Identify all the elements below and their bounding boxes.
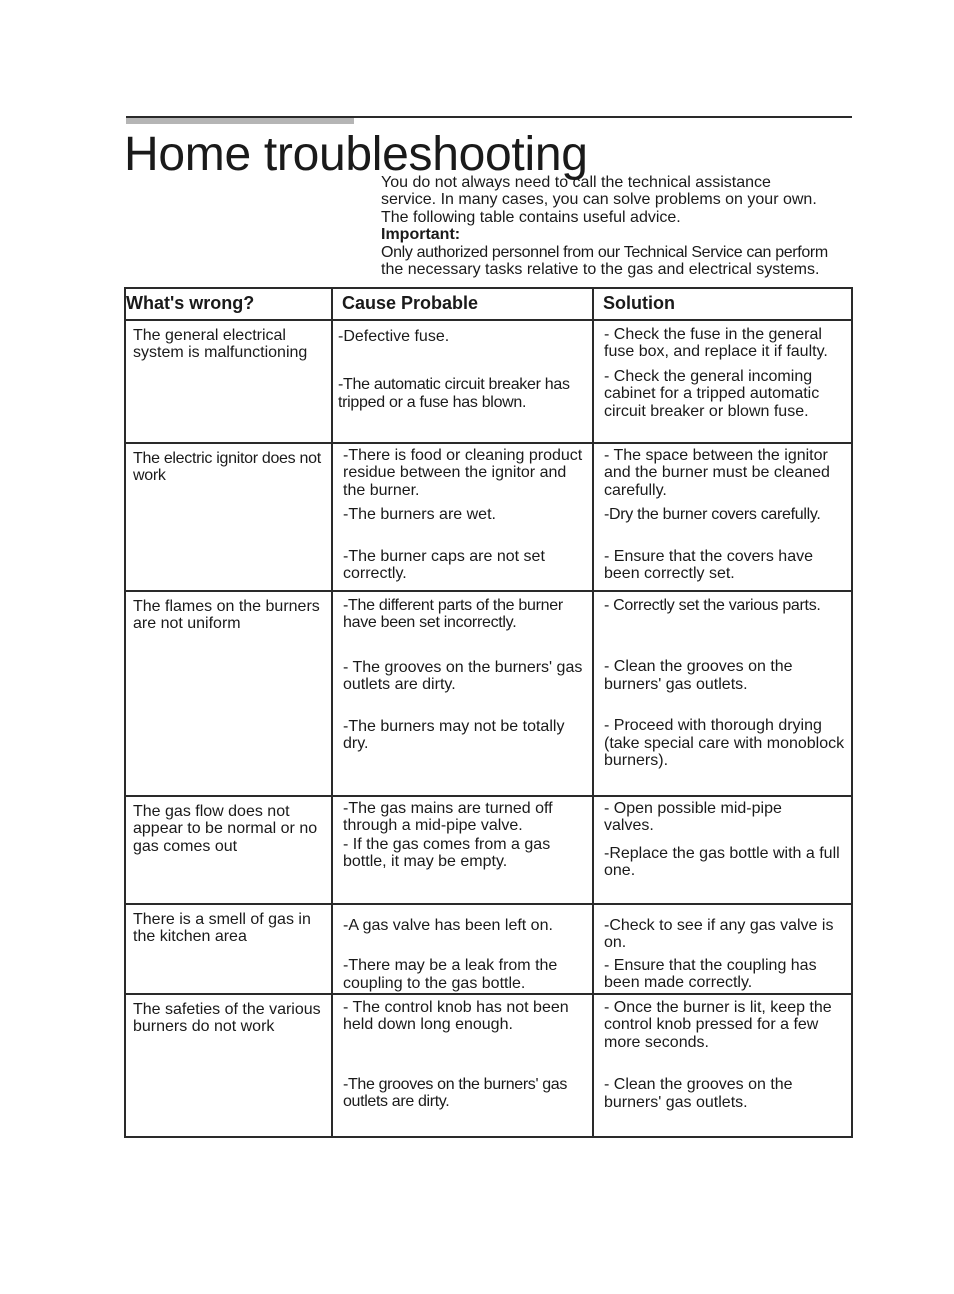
cause-cell (332, 796, 593, 904)
header-whats-wrong: What's wrong? (125, 288, 332, 320)
solution-item: - The space between the ignitor and the burner must be cleaned carefully. (604, 447, 830, 499)
intro-line: the necessary tasks relative to the gas and electrical systems. (381, 261, 820, 279)
solution-cell (593, 591, 852, 796)
intro-line: service. In many cases, you can solve problems on your own. (381, 191, 817, 209)
problem-text: There is a smell of gas in the kitchen area (133, 911, 311, 946)
table-row (125, 591, 852, 796)
table-row (125, 320, 852, 443)
solution-cell (593, 320, 852, 443)
cause-cell (332, 320, 593, 443)
cause-item: -There may be a leak from the coupling to the gas bottle. (343, 957, 558, 992)
cause-item: -Defective fuse. (338, 328, 450, 345)
problem-cell (125, 591, 332, 796)
cause-cell (332, 904, 593, 994)
cause-item: - The grooves on the burners' gas outlets are dirty. (343, 658, 583, 694)
cause-cell (332, 443, 593, 591)
important-label: Important: (381, 226, 461, 244)
intro-line: Only authorized personnel from our Technical Service can perform (381, 243, 828, 261)
solution-cell (593, 443, 852, 591)
solution-item: - Ensure that the coupling has been made correctly. (604, 956, 817, 992)
cause-item: -The burners may not be totally dry. (343, 717, 565, 753)
table-row (125, 994, 852, 1137)
intro-line: The following table contains useful advice. (381, 208, 681, 226)
solution-item: -Dry the burner covers carefully. (604, 506, 821, 524)
cause-item: -The automatic circuit breaker has tripped or a fuse has blown. (338, 376, 570, 411)
cause-item: -There is food or cleaning product residue between the ignitor and the burner. (343, 447, 583, 499)
problem-cell (125, 904, 332, 994)
problem-cell (125, 443, 332, 591)
header-accent-bar (126, 118, 354, 124)
header-cause: Cause Probable (332, 288, 593, 320)
solution-item: - Clean the grooves on the burners' gas outlets. (604, 658, 793, 693)
cause-cell (332, 591, 593, 796)
solution-item: - Clean the grooves on the burners' gas outlets. (604, 1076, 793, 1111)
problem-cell (125, 796, 332, 904)
solution-item: - Check the fuse in the general fuse box, and replace it if faulty. (604, 326, 828, 361)
solution-item: - Proceed with thorough drying (take special care with monoblock burners). (604, 717, 845, 770)
table-row (125, 904, 852, 994)
solution-item: - Ensure that the covers have been correctly set. (604, 547, 813, 583)
table-row (125, 796, 852, 904)
problem-text: The electric ignitor does not work (133, 450, 321, 485)
cause-item: -The gas mains are turned off through a mid-pipe valve. (343, 800, 553, 835)
problem-cell (125, 320, 332, 443)
solution-item: -Replace the gas bottle with a full one. (604, 844, 840, 880)
table-header-row (125, 288, 852, 320)
cause-item: -The burner caps are not set correctly. (343, 547, 545, 583)
solution-item: - Open possible mid-pipe valves. (604, 800, 782, 835)
cause-item: -The different parts of the burner have been set incorrectly. (343, 597, 563, 632)
intro-text (381, 174, 881, 278)
page-title: Home troubleshooting (124, 128, 588, 181)
solution-cell (593, 904, 852, 994)
header-solution: Solution (593, 288, 852, 320)
cause-item: - If the gas comes from a gas bottle, it may be empty. (343, 835, 551, 871)
solution-item: - Correctly set the various parts. (604, 597, 821, 614)
cause-item: -The grooves on the burners' gas outlets are dirty. (343, 1075, 567, 1111)
solution-cell (593, 994, 852, 1137)
cause-item: -The burners are wet. (343, 506, 496, 524)
problem-text: The flames on the burners are not uniform (133, 598, 320, 633)
cause-item: -A gas valve has been left on. (343, 917, 553, 934)
solution-item: - Once the burner is lit, keep the control knob pressed for a few more seconds. (604, 999, 832, 1051)
troubleshooting-table (124, 287, 853, 1138)
table-row (125, 443, 852, 591)
problem-cell (125, 994, 332, 1137)
solution-item: - Check the general incoming cabinet for a tripped automatic circuit breaker or blown fuse. (604, 367, 820, 420)
cause-item: - The control knob has not been held down long enough. (343, 999, 569, 1034)
problem-text: The general electrical system is malfunctioning (133, 327, 308, 362)
problem-text: The safeties of the various burners do not work (133, 1001, 321, 1036)
problem-text: The gas flow does not appear to be normal or no gas comes out (133, 803, 318, 855)
cause-cell (332, 994, 593, 1137)
solution-item: -Check to see if any gas valve is on. (604, 917, 834, 952)
solution-cell (593, 796, 852, 904)
intro-line: You do not always need to call the technical assistance (381, 174, 771, 191)
